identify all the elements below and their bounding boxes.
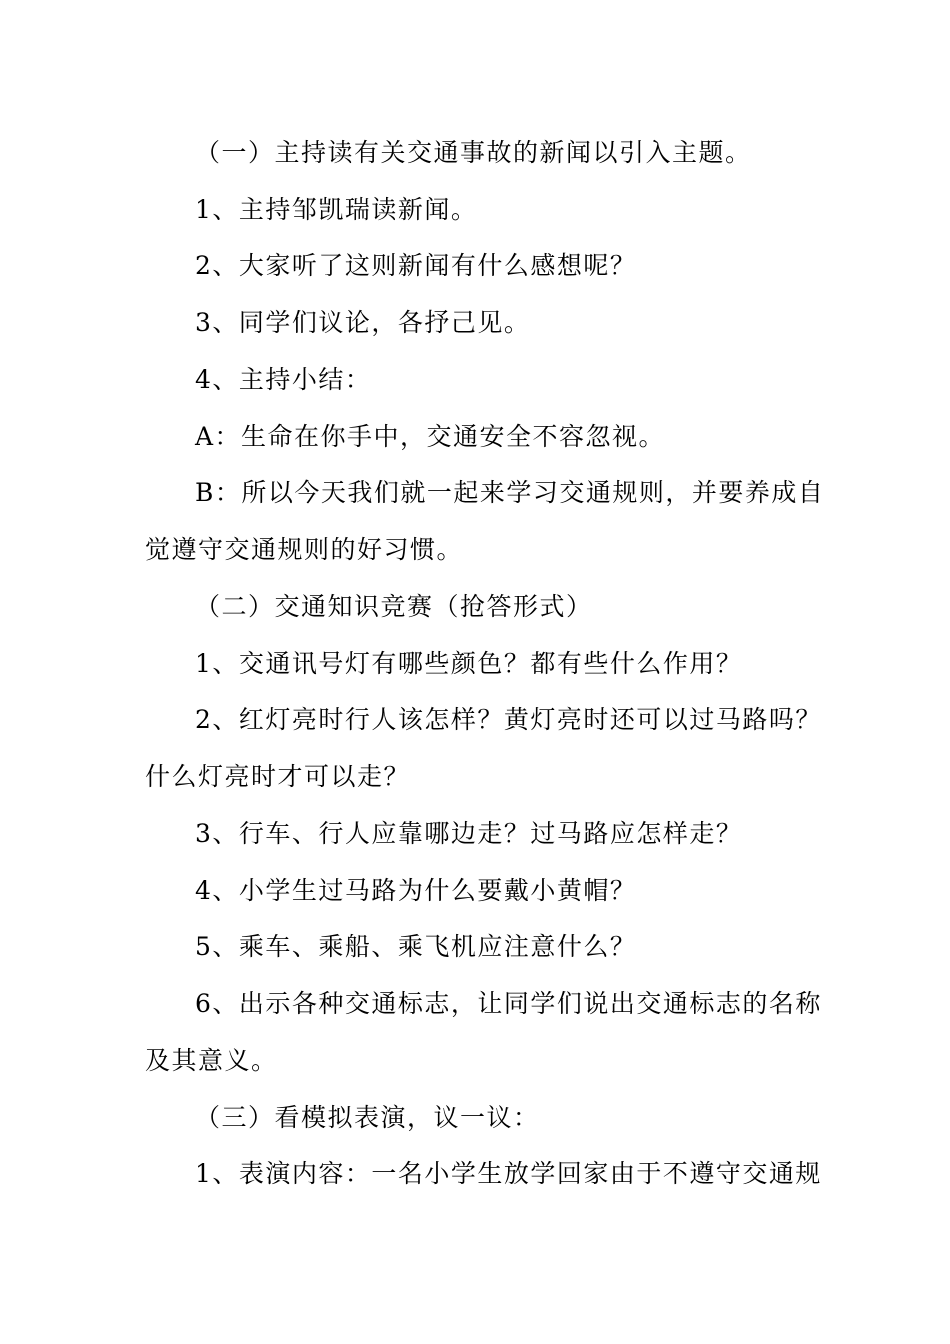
paragraph-line: 4、主持小结： xyxy=(195,365,372,394)
paragraph-line: 4、小学生过马路为什么要戴小黄帽？ xyxy=(195,876,637,905)
paragraph-line-continued: 及其意义。 xyxy=(145,1046,278,1075)
section-heading-3: （三）看模拟表演，议一议： xyxy=(195,1103,540,1132)
paragraph-line: 1、交通讯号灯有哪些颜色？都有些什么作用？ xyxy=(195,649,743,678)
section-heading-2: （二）交通知识竞赛（抢答形式） xyxy=(195,592,593,621)
paragraph-line: A：生命在你手中，交通安全不容忽视。 xyxy=(195,422,666,451)
paragraph-line: 6、出示各种交通标志，让同学们说出交通标志的名称 xyxy=(195,989,822,1018)
paragraph-line: 3、行车、行人应靠哪边走？过马路应怎样走？ xyxy=(195,819,743,848)
paragraph-line: 1、主持邹凯瑞读新闻。 xyxy=(195,195,478,224)
section-heading-1: （一）主持读有关交通事故的新闻以引入主题。 xyxy=(195,138,752,167)
paragraph-line: 3、同学们议论，各抒己见。 xyxy=(195,308,531,337)
paragraph-line-continued: 什么灯亮时才可以走？ xyxy=(145,762,411,791)
paragraph-line: 1、表演内容：一名小学生放学回家由于不遵守交通规 xyxy=(195,1159,822,1188)
paragraph-line: 5、乘车、乘船、乘飞机应注意什么？ xyxy=(195,932,637,961)
paragraph-line: 2、大家听了这则新闻有什么感想呢？ xyxy=(195,251,637,280)
paragraph-line: B：所以今天我们就一起来学习交通规则，并要养成自 xyxy=(195,478,825,507)
paragraph-line: 2、红灯亮时行人该怎样？黄灯亮时还可以过马路吗？ xyxy=(195,705,822,734)
paragraph-line-continued: 觉遵守交通规则的好习惯。 xyxy=(145,535,464,564)
